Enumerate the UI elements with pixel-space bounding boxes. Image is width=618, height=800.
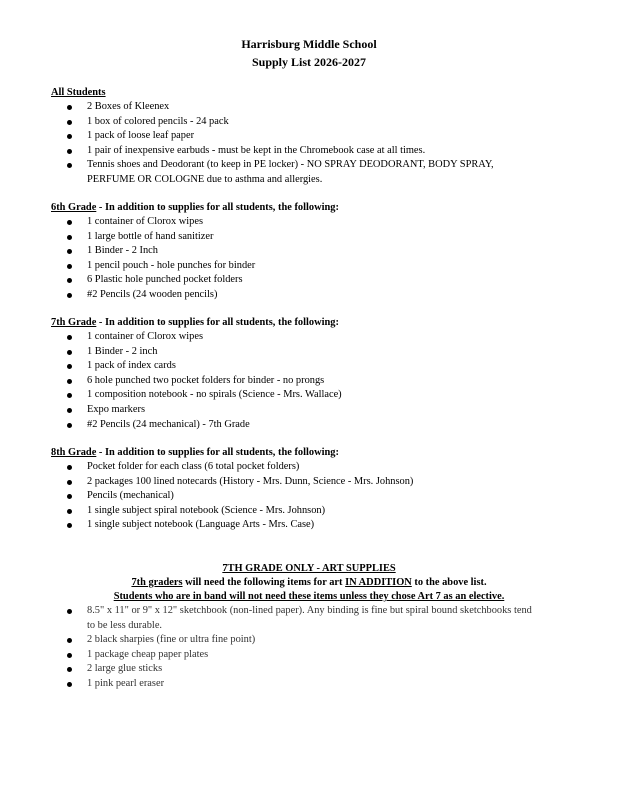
grade8-subheading: - In addition to supplies for all students, the following: bbox=[96, 447, 339, 458]
grade6-heading bbox=[51, 201, 339, 216]
list-item: 8.5" x 11" or 9" x 12" sketchbook (non-lined paper). Any binding is fine but spiral bound sketchbooks tend to be less durable. bbox=[66, 604, 537, 633]
grade8-list bbox=[66, 460, 536, 533]
list-item: 1 pack of loose leaf paper bbox=[66, 129, 536, 144]
school-name: Harrisburg Middle School bbox=[241, 37, 377, 51]
list-item: 1 single subject notebook (Language Arts - Mrs. Case) bbox=[66, 518, 536, 533]
art-note-text-end: to the above list. bbox=[411, 577, 487, 588]
list-item: 1 large bottle of hand sanitizer bbox=[66, 230, 536, 245]
all-students-list bbox=[66, 100, 536, 188]
art-note-text: will need the following items for art bbox=[182, 577, 346, 588]
art-note-7th-graders: 7th graders bbox=[131, 577, 183, 588]
list-item: 1 pair of inexpensive earbuds - must be kept in the Chromebook case at all times. bbox=[66, 144, 536, 159]
list-item: 6 hole punched two pocket folders for binder - no prongs bbox=[66, 374, 536, 389]
list-item: 1 pink pearl eraser bbox=[66, 677, 536, 692]
grade6-subheading: - In addition to supplies for all students, the following: bbox=[96, 202, 339, 213]
list-item: 2 Boxes of Kleenex bbox=[66, 100, 536, 115]
grade8-heading-label: 8th Grade bbox=[51, 447, 97, 458]
list-item: 1 pencil pouch - hole punches for binder bbox=[66, 259, 536, 274]
list-item: 2 packages 100 lined notecards (History - Mrs. Dunn, Science - Mrs. Johnson) bbox=[66, 475, 536, 490]
grade7-list bbox=[66, 330, 536, 432]
grade7-heading-label: 7th Grade bbox=[51, 317, 97, 328]
list-item: 1 single subject spiral notebook (Science - Mrs. Johnson) bbox=[66, 504, 536, 519]
grade7-subheading: - In addition to supplies for all students, the following: bbox=[96, 317, 339, 328]
list-item: 6 Plastic hole punched pocket folders bbox=[66, 273, 536, 288]
list-item: 2 black sharpies (fine or ultra fine point) bbox=[66, 633, 536, 648]
list-item: Tennis shoes and Deodorant (to keep in PE locker) - NO SPRAY DEODORANT, BODY SPRAY, PERFUME OR COLOGNE due to asthma and allergies. bbox=[66, 158, 537, 187]
list-item: #2 Pencils (24 wooden pencils) bbox=[66, 288, 536, 303]
grade7-heading bbox=[51, 316, 339, 331]
grade6-heading-label: 6th Grade bbox=[51, 202, 97, 213]
art-note-line1 bbox=[0, 576, 618, 591]
list-item: 1 box of colored pencils - 24 pack bbox=[66, 115, 536, 130]
list-item: 1 Binder - 2 inch bbox=[66, 345, 536, 360]
document-title: Supply List 2026-2027 bbox=[251, 55, 367, 69]
art-note-line2 bbox=[0, 590, 618, 605]
list-item: Pencils (mechanical) bbox=[66, 489, 536, 504]
list-item: 1 composition notebook - no spirals (Science - Mrs. Wallace) bbox=[66, 388, 536, 403]
list-item: 1 Binder - 2 Inch bbox=[66, 244, 536, 259]
art-supplies-list bbox=[66, 604, 536, 692]
list-item: Pocket folder for each class (6 total pocket folders) bbox=[66, 460, 536, 475]
art-note-in-addition: IN ADDITION bbox=[345, 577, 412, 588]
art-section-title: 7TH GRADE ONLY - ART SUPPLIES bbox=[222, 563, 396, 574]
all-students-heading-label: All Students bbox=[51, 87, 106, 98]
grade6-list bbox=[66, 215, 536, 303]
grade8-heading bbox=[51, 446, 339, 461]
art-note-band: Students who are in band will not need these items unless they chose Art 7 as an elective. bbox=[113, 591, 505, 602]
list-item: 1 package cheap paper plates bbox=[66, 648, 536, 663]
list-item: 1 container of Clorox wipes bbox=[66, 215, 536, 230]
list-item: #2 Pencils (24 mechanical) - 7th Grade bbox=[66, 418, 536, 433]
list-item: 1 container of Clorox wipes bbox=[66, 330, 536, 345]
all-students-heading bbox=[51, 86, 106, 101]
list-item: 2 large glue sticks bbox=[66, 662, 536, 677]
list-item: Expo markers bbox=[66, 403, 536, 418]
list-item: 1 pack of index cards bbox=[66, 359, 536, 374]
